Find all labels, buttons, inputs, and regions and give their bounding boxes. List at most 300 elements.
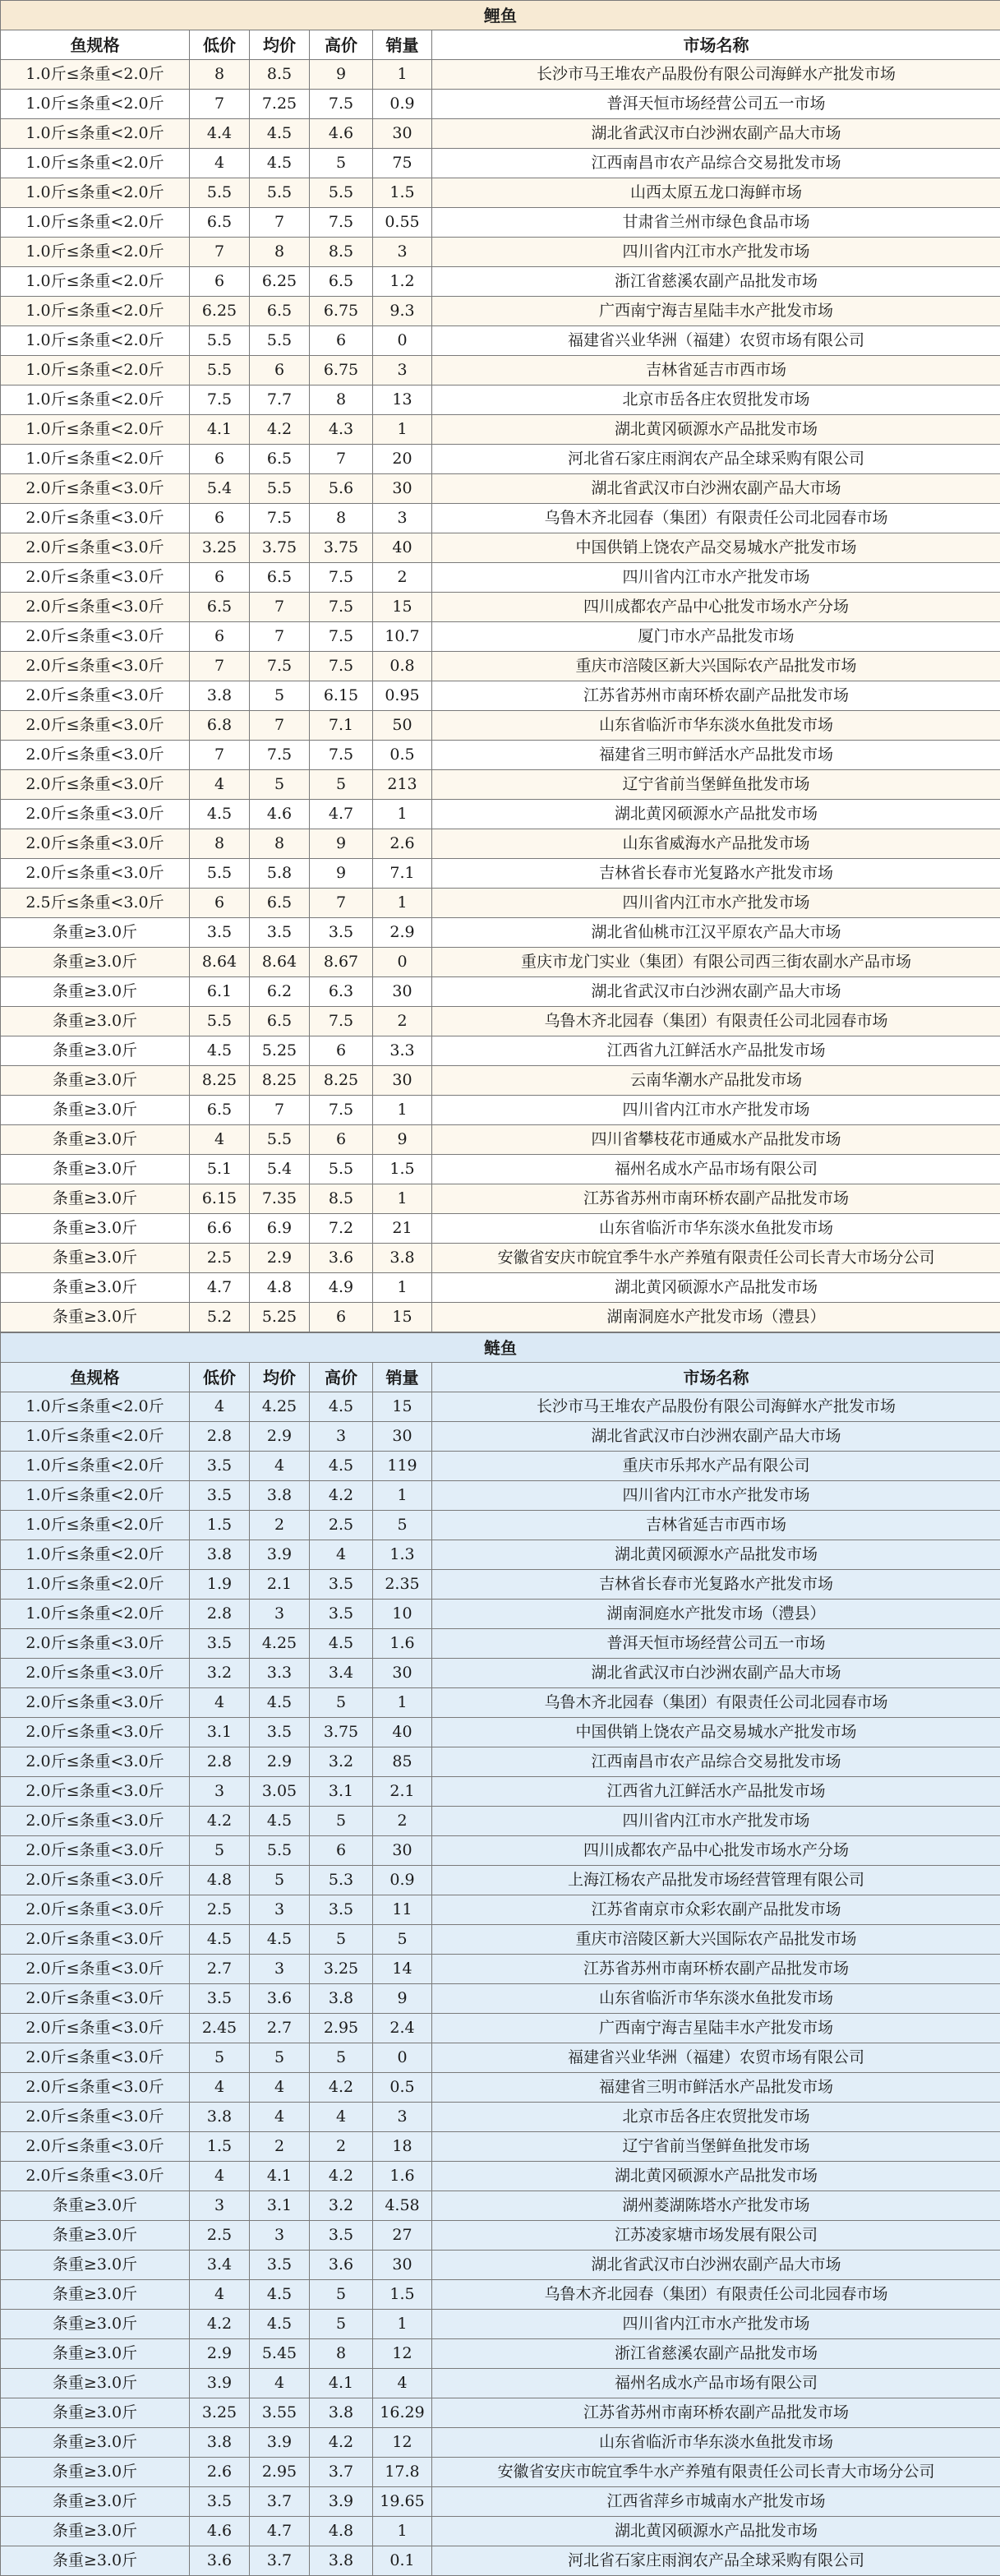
table-row [1,800,1000,829]
cell-market: 福建省兴业华洲（福建）农贸市场有限公司 [432,2043,1000,2073]
cell-spec: 2.0斤≤条重<3.0斤 [1,741,190,770]
cell-low: 5.4 [190,474,250,504]
table-row [1,1866,1000,1895]
cell-avg: 2.9 [250,1244,310,1273]
cell-avg: 5.5 [250,1125,310,1155]
cell-market: 四川省内江市水产批发市场 [432,238,1000,267]
cell-high: 4.2 [310,2073,373,2103]
cell-market: 江西南昌市农产品综合交易批发市场 [432,149,1000,178]
cell-volume: 0.95 [373,681,432,711]
table-row [1,267,1000,297]
cell-low: 3.5 [190,2487,250,2517]
cell-low: 3.2 [190,1659,250,1688]
cell-low: 3.25 [190,533,250,563]
header-high: 高价 [310,1363,373,1392]
table-row [1,1895,1000,1925]
cell-volume: 3 [373,2103,432,2132]
cell-market: 重庆市乐邦水产品有限公司 [432,1452,1000,1481]
cell-low: 1.5 [190,2132,250,2162]
cell-market: 江西省萍乡市城南水产批发市场 [432,2487,1000,2517]
cell-volume: 15 [373,1303,432,1332]
cell-low: 7 [190,741,250,770]
section-title: 鲤鱼 [1,1,1000,30]
table-row [1,2546,1000,2576]
cell-avg: 4.8 [250,1273,310,1303]
cell-spec: 1.0斤≤条重<2.0斤 [1,149,190,178]
table-row [1,1125,1000,1155]
cell-spec: 2.0斤≤条重<3.0斤 [1,533,190,563]
cell-volume: 12 [373,2428,432,2458]
cell-market: 乌鲁木齐北园春（集团）有限责任公司北园春市场 [432,504,1000,533]
cell-low: 5.5 [190,1007,250,1036]
cell-high: 6 [310,1125,373,1155]
cell-spec: 1.0斤≤条重<2.0斤 [1,326,190,356]
table-row [1,119,1000,149]
table-row [1,1096,1000,1125]
table-row [1,622,1000,652]
cell-high: 3.8 [310,2546,373,2576]
cell-market: 江西南昌市农产品综合交易批发市场 [432,1747,1000,1777]
cell-high: 5.6 [310,474,373,504]
cell-low: 3.5 [190,1629,250,1659]
cell-avg: 7 [250,711,310,741]
cell-spec: 1.0斤≤条重<2.0斤 [1,1422,190,1452]
cell-avg: 7.35 [250,1184,310,1214]
cell-high: 4.2 [310,2428,373,2458]
cell-spec: 2.0斤≤条重<3.0斤 [1,1836,190,1866]
cell-high: 3.8 [310,1984,373,2014]
cell-high: 3.75 [310,533,373,563]
cell-spec: 2.5斤≤条重<3.0斤 [1,889,190,918]
cell-spec: 条重≥3.0斤 [1,1096,190,1125]
cell-market: 江苏省苏州市南环桥农副产品批发市场 [432,1955,1000,1984]
cell-low: 4 [190,2073,250,2103]
cell-market: 四川省内江市水产批发市场 [432,1807,1000,1836]
cell-avg: 4.25 [250,1392,310,1422]
cell-market: 上海江杨农产品批发市场经营管理有限公司 [432,1866,1000,1895]
cell-market: 重庆市龙门实业（集团）有限公司西三街农副水产品市场 [432,948,1000,977]
cell-high: 3.6 [310,1244,373,1273]
table-row [1,1036,1000,1066]
cell-high: 5.3 [310,1866,373,1895]
cell-spec: 1.0斤≤条重<2.0斤 [1,90,190,119]
cell-avg: 7.25 [250,90,310,119]
cell-low: 4 [190,770,250,800]
cell-low: 4.7 [190,1273,250,1303]
cell-spec: 条重≥3.0斤 [1,977,190,1007]
cell-market: 四川成都农产品中心批发市场水产分场 [432,593,1000,622]
cell-high: 7.5 [310,593,373,622]
cell-avg: 4.2 [250,415,310,445]
cell-low: 3.5 [190,1481,250,1511]
cell-low: 3.9 [190,2369,250,2398]
cell-avg: 5.25 [250,1303,310,1332]
cell-avg: 3.5 [250,1718,310,1747]
cell-low: 4.2 [190,1807,250,1836]
cell-low: 8 [190,60,250,90]
cell-high: 3.5 [310,1570,373,1600]
cell-high: 8.25 [310,1066,373,1096]
cell-spec: 2.0斤≤条重<3.0斤 [1,2014,190,2043]
cell-volume: 30 [373,1836,432,1866]
table-row [1,1155,1000,1184]
cell-avg: 5.5 [250,178,310,208]
cell-spec: 1.0斤≤条重<2.0斤 [1,1452,190,1481]
cell-high: 5 [310,2280,373,2310]
table-row [1,770,1000,800]
cell-volume: 1 [373,60,432,90]
cell-spec: 2.0斤≤条重<3.0斤 [1,652,190,681]
cell-market: 四川省内江市水产批发市场 [432,1481,1000,1511]
cell-low: 5 [190,2043,250,2073]
cell-high: 7 [310,445,373,474]
cell-avg: 5.5 [250,1836,310,1866]
table-row [1,2458,1000,2487]
cell-high: 4.9 [310,1273,373,1303]
cell-high: 5 [310,1807,373,1836]
cell-high: 7.5 [310,622,373,652]
cell-high: 7.5 [310,1096,373,1125]
header-spec: 鱼规格 [1,30,190,60]
table-row [1,652,1000,681]
cell-volume: 1 [373,2310,432,2339]
cell-high: 7.2 [310,1214,373,1244]
cell-market: 浙江省慈溪农副产品批发市场 [432,2339,1000,2369]
cell-volume: 3 [373,504,432,533]
cell-volume: 20 [373,445,432,474]
cell-low: 7.5 [190,385,250,415]
cell-low: 6.6 [190,1214,250,1244]
cell-avg: 8.64 [250,948,310,977]
cell-avg: 7 [250,622,310,652]
cell-low: 6.1 [190,977,250,1007]
table-header-row [1,30,1000,60]
cell-volume: 0.55 [373,208,432,238]
cell-high: 3.8 [310,2398,373,2428]
table-row [1,2428,1000,2458]
table-row [1,297,1000,326]
cell-low: 4.5 [190,1925,250,1955]
cell-low: 6.5 [190,593,250,622]
cell-low: 6.25 [190,297,250,326]
cell-market: 山西太原五龙口海鲜市场 [432,178,1000,208]
cell-high: 8 [310,2339,373,2369]
cell-high: 3.5 [310,918,373,948]
cell-market: 江西省九江鲜活水产品批发市场 [432,1777,1000,1807]
cell-high: 5 [310,2310,373,2339]
cell-market: 湖北省武汉市白沙洲农副产品大市场 [432,474,1000,504]
cell-avg: 3.05 [250,1777,310,1807]
cell-market: 吉林省延吉市西市场 [432,1511,1000,1540]
table-row [1,1184,1000,1214]
cell-avg: 3 [250,1955,310,1984]
cell-spec: 条重≥3.0斤 [1,2310,190,2339]
cell-low: 6.8 [190,711,250,741]
cell-volume: 1.5 [373,1155,432,1184]
cell-high: 7.5 [310,90,373,119]
cell-avg: 4.6 [250,800,310,829]
header-low: 低价 [190,30,250,60]
table-row [1,1688,1000,1718]
cell-high: 9 [310,829,373,859]
cell-spec: 2.0斤≤条重<3.0斤 [1,593,190,622]
cell-volume: 3.3 [373,1036,432,1066]
cell-avg: 2.7 [250,2014,310,2043]
cell-spec: 条重≥3.0斤 [1,1184,190,1214]
table-row [1,2132,1000,2162]
cell-high: 4.1 [310,2369,373,2398]
cell-volume: 1 [373,415,432,445]
table-row [1,2310,1000,2339]
cell-low: 3.8 [190,2103,250,2132]
cell-market: 北京市岳各庄农贸批发市场 [432,385,1000,415]
cell-spec: 1.0斤≤条重<2.0斤 [1,119,190,149]
cell-low: 3.8 [190,2428,250,2458]
cell-market: 湖北黄冈硕源水产品批发市场 [432,800,1000,829]
cell-avg: 6.5 [250,445,310,474]
cell-spec: 2.0斤≤条重<3.0斤 [1,770,190,800]
cell-high: 3.6 [310,2251,373,2280]
cell-low: 4 [190,2280,250,2310]
cell-spec: 条重≥3.0斤 [1,2251,190,2280]
cell-low: 3.5 [190,1984,250,2014]
cell-volume: 1.6 [373,1629,432,1659]
table-row [1,593,1000,622]
cell-market: 山东省临沂市华东淡水鱼批发市场 [432,1984,1000,2014]
cell-low: 4 [190,1392,250,1422]
cell-spec: 2.0斤≤条重<3.0斤 [1,2162,190,2191]
cell-high: 3.2 [310,2191,373,2221]
cell-high: 4 [310,2103,373,2132]
cell-spec: 条重≥3.0斤 [1,1125,190,1155]
cell-high: 6 [310,1836,373,1866]
cell-market: 乌鲁木齐北园春（集团）有限责任公司北园春市场 [432,1688,1000,1718]
table-row [1,977,1000,1007]
cell-volume: 2 [373,563,432,593]
cell-volume: 3.8 [373,1244,432,1273]
cell-high: 7.5 [310,652,373,681]
cell-market: 湖州菱湖陈塔水产批发市场 [432,2191,1000,2221]
cell-market: 山东省临沂市华东淡水鱼批发市场 [432,2428,1000,2458]
cell-avg: 4 [250,2073,310,2103]
table-row [1,474,1000,504]
cell-spec: 1.0斤≤条重<2.0斤 [1,208,190,238]
cell-avg: 5.45 [250,2339,310,2369]
cell-spec: 条重≥3.0斤 [1,2398,190,2428]
cell-high: 5.5 [310,1155,373,1184]
cell-spec: 条重≥3.0斤 [1,2517,190,2546]
cell-low: 3.8 [190,1540,250,1570]
cell-spec: 2.0斤≤条重<3.0斤 [1,1659,190,1688]
cell-high: 9 [310,60,373,90]
cell-volume: 0.5 [373,741,432,770]
table-row [1,415,1000,445]
cell-volume: 0.5 [373,2073,432,2103]
cell-avg: 4 [250,2369,310,2398]
cell-spec: 2.0斤≤条重<3.0斤 [1,711,190,741]
cell-high: 3.4 [310,1659,373,1688]
cell-low: 6 [190,622,250,652]
cell-market: 山东省临沂市华东淡水鱼批发市场 [432,1214,1000,1244]
cell-volume: 13 [373,385,432,415]
cell-high: 5 [310,1925,373,1955]
cell-volume: 14 [373,1955,432,1984]
cell-market: 吉林省长春市光复路水产批发市场 [432,859,1000,889]
cell-volume: 0 [373,948,432,977]
cell-low: 4.1 [190,415,250,445]
cell-volume: 213 [373,770,432,800]
cell-volume: 9 [373,1125,432,1155]
cell-volume: 9.3 [373,297,432,326]
table-row [1,2339,1000,2369]
cell-high: 4.8 [310,2517,373,2546]
cell-volume: 4.58 [373,2191,432,2221]
cell-volume: 0 [373,2043,432,2073]
table-row [1,1836,1000,1866]
cell-avg: 2 [250,2132,310,2162]
cell-market: 江苏省苏州市南环桥农副产品批发市场 [432,2398,1000,2428]
cell-volume: 2 [373,1807,432,1836]
cell-high: 5.5 [310,178,373,208]
cell-market: 四川省内江市水产批发市场 [432,1096,1000,1125]
table-row [1,1273,1000,1303]
cell-spec: 2.0斤≤条重<3.0斤 [1,829,190,859]
cell-volume: 2.6 [373,829,432,859]
cell-high: 3.25 [310,1955,373,1984]
table-row [1,2398,1000,2428]
section-title: 鲢鱼 [1,1333,1000,1363]
cell-high: 5 [310,149,373,178]
cell-volume: 2.4 [373,2014,432,2043]
cell-low: 8.25 [190,1066,250,1096]
cell-avg: 4.1 [250,2162,310,2191]
cell-low: 7 [190,90,250,119]
cell-low: 5.5 [190,178,250,208]
cell-spec: 1.0斤≤条重<2.0斤 [1,1511,190,1540]
table-row [1,1777,1000,1807]
cell-market: 中国供销上饶农产品交易城水产批发市场 [432,1718,1000,1747]
table-row [1,504,1000,533]
cell-spec: 1.0斤≤条重<2.0斤 [1,178,190,208]
cell-market: 长沙市马王堆农产品股份有限公司海鲜水产批发市场 [432,1392,1000,1422]
cell-volume: 0 [373,326,432,356]
cell-volume: 10 [373,1600,432,1629]
cell-spec: 条重≥3.0斤 [1,1273,190,1303]
table-row [1,563,1000,593]
cell-low: 2.5 [190,2221,250,2251]
cell-volume: 1 [373,1096,432,1125]
cell-volume: 16.29 [373,2398,432,2428]
cell-spec: 条重≥3.0斤 [1,2428,190,2458]
cell-volume: 12 [373,2339,432,2369]
cell-spec: 条重≥3.0斤 [1,1303,190,1332]
cell-spec: 1.0斤≤条重<2.0斤 [1,1481,190,1511]
cell-low: 4.5 [190,800,250,829]
cell-low: 6 [190,504,250,533]
table-row [1,178,1000,208]
table-row [1,2280,1000,2310]
cell-high: 6.5 [310,267,373,297]
cell-spec: 2.0斤≤条重<3.0斤 [1,1866,190,1895]
cell-high: 6 [310,1036,373,1066]
cell-spec: 条重≥3.0斤 [1,1155,190,1184]
cell-high: 5 [310,2043,373,2073]
cell-spec: 条重≥3.0斤 [1,1036,190,1066]
cell-volume: 1.6 [373,2162,432,2191]
cell-market: 浙江省慈溪农副产品批发市场 [432,267,1000,297]
header-low: 低价 [190,1363,250,1392]
header-avg: 均价 [250,30,310,60]
cell-low: 3.8 [190,681,250,711]
cell-high: 2.95 [310,2014,373,2043]
cell-spec: 2.0斤≤条重<3.0斤 [1,1895,190,1925]
cell-market: 江苏省苏州市南环桥农副产品批发市场 [432,681,1000,711]
cell-low: 8 [190,829,250,859]
cell-high: 6 [310,1303,373,1332]
cell-high: 4 [310,1540,373,1570]
cell-volume: 1 [373,889,432,918]
cell-volume: 9 [373,1984,432,2014]
cell-spec: 2.0斤≤条重<3.0斤 [1,504,190,533]
table-row [1,918,1000,948]
cell-spec: 2.0斤≤条重<3.0斤 [1,474,190,504]
cell-volume: 21 [373,1214,432,1244]
cell-avg: 8.25 [250,1066,310,1096]
table-row [1,1452,1000,1481]
cell-spec: 1.0斤≤条重<2.0斤 [1,445,190,474]
cell-volume: 85 [373,1747,432,1777]
table-row [1,1422,1000,1452]
cell-low: 3.6 [190,2546,250,2576]
cell-market: 湖北省武汉市白沙洲农副产品大市场 [432,977,1000,1007]
cell-market: 湖北省武汉市白沙洲农副产品大市场 [432,2251,1000,2280]
cell-volume: 5 [373,1511,432,1540]
cell-high: 6.3 [310,977,373,1007]
cell-low: 2.6 [190,2458,250,2487]
cell-avg: 5 [250,2043,310,2073]
table-row [1,60,1000,90]
cell-market: 吉林省延吉市西市场 [432,356,1000,385]
cell-volume: 19.65 [373,2487,432,2517]
table-row [1,533,1000,563]
cell-market: 湖北省武汉市白沙洲农副产品大市场 [432,1659,1000,1688]
cell-volume: 1.5 [373,178,432,208]
cell-avg: 3.55 [250,2398,310,2428]
cell-high: 5 [310,1688,373,1718]
cell-high: 6.75 [310,356,373,385]
cell-low: 3.25 [190,2398,250,2428]
cell-volume: 3 [373,356,432,385]
table-row [1,2487,1000,2517]
cell-spec: 2.0斤≤条重<3.0斤 [1,2132,190,2162]
cell-high: 3.1 [310,1777,373,1807]
cell-spec: 2.0斤≤条重<3.0斤 [1,2073,190,2103]
cell-low: 1.5 [190,1511,250,1540]
table-row [1,2162,1000,2191]
table-row [1,1007,1000,1036]
cell-spec: 条重≥3.0斤 [1,2221,190,2251]
cell-spec: 条重≥3.0斤 [1,1007,190,1036]
cell-volume: 1 [373,1184,432,1214]
cell-market: 湖北黄冈硕源水产品批发市场 [432,1540,1000,1570]
cell-avg: 7 [250,208,310,238]
cell-market: 普洱天恒市场经营公司五一市场 [432,90,1000,119]
cell-spec: 2.0斤≤条重<3.0斤 [1,1688,190,1718]
cell-low: 6 [190,445,250,474]
cell-avg: 4.25 [250,1629,310,1659]
cell-spec: 1.0斤≤条重<2.0斤 [1,1570,190,1600]
cell-avg: 2.1 [250,1570,310,1600]
